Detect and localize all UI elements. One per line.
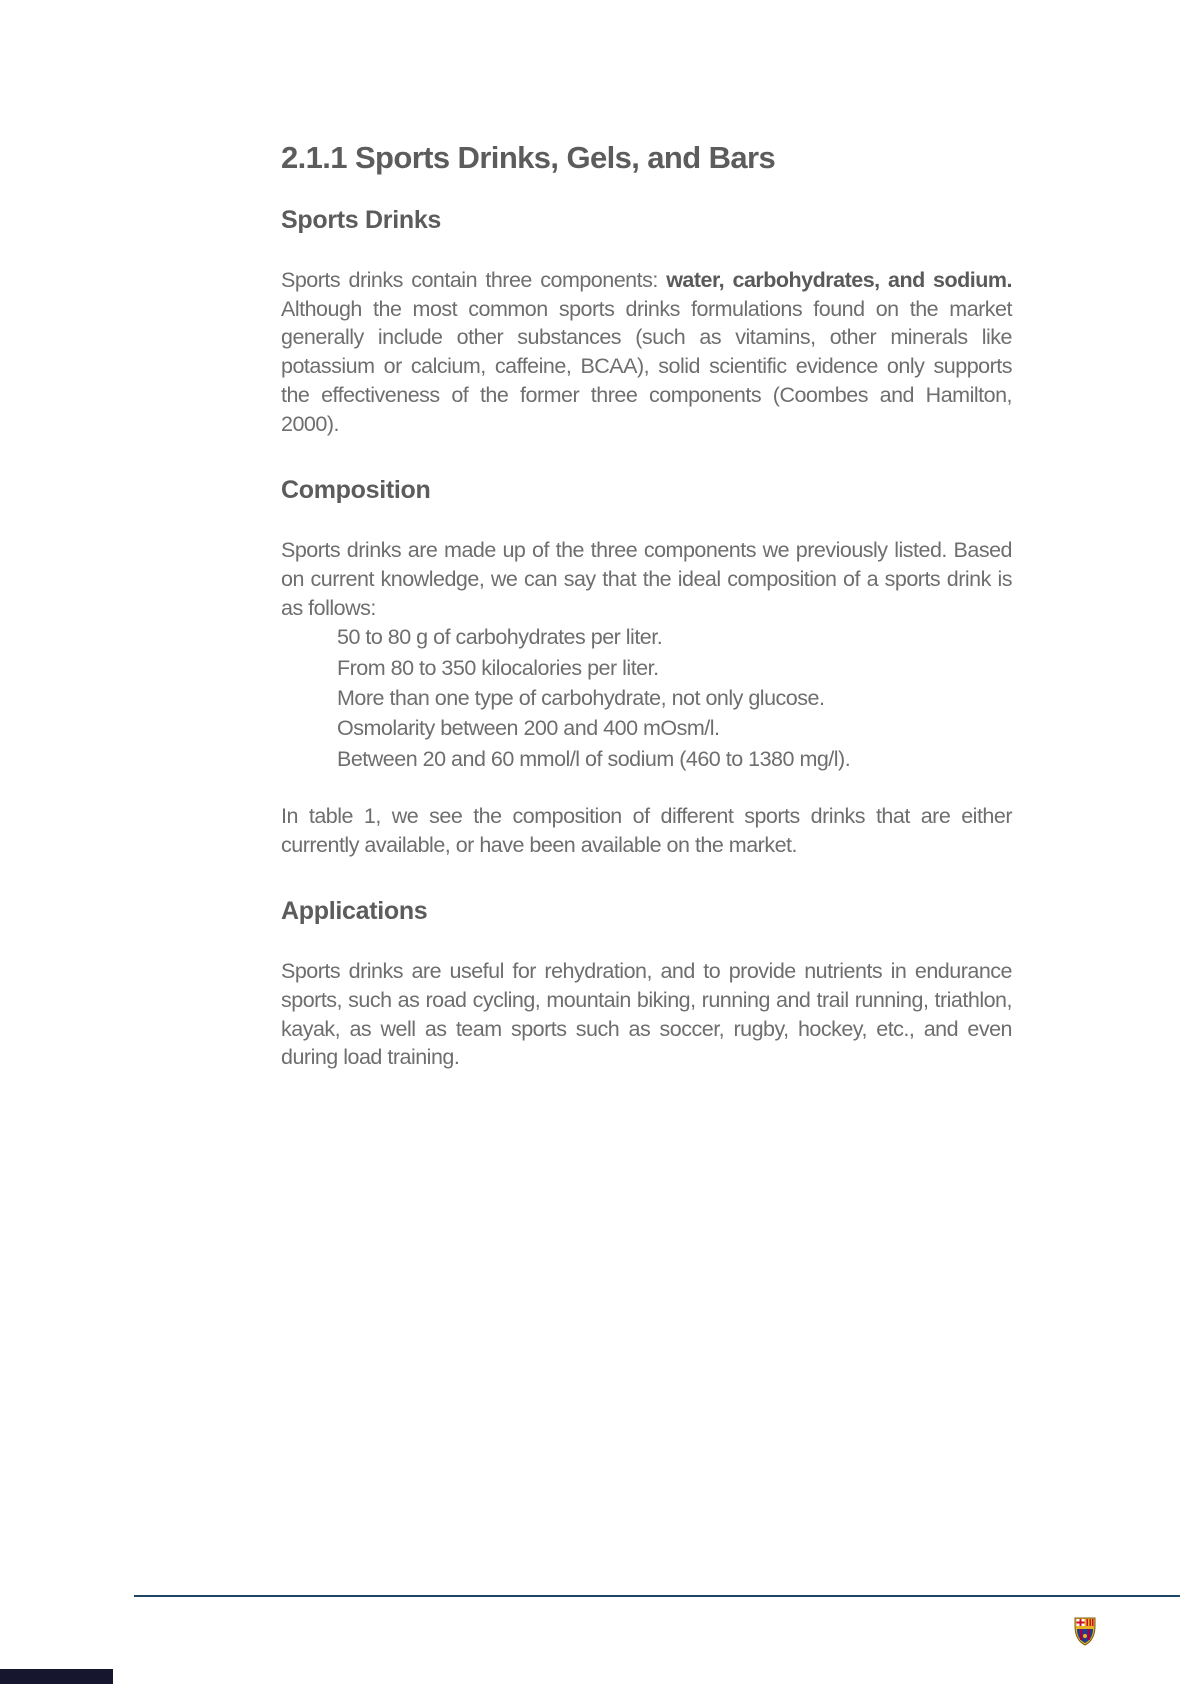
footer-divider bbox=[134, 1595, 1180, 1597]
section-title: 2.1.1 Sports Drinks, Gels, and Bars bbox=[281, 140, 776, 175]
paragraph-rest: Although the most common sports drinks formulations found on the market generally include other substances (such as vitamins, other minerals like potassium or calcium, caffeine, BCAA), solid scientific evidence only supports the effectiveness of the former three components (Coombes and Hamilton, 2000). bbox=[281, 296, 1012, 436]
paragraph-table-note: In table 1, we see the composition of different sports drinks that are either currently available, or have been available on the market. bbox=[281, 803, 1012, 857]
paragraph-applications: Sports drinks are useful for rehydration, and to provide nutrients in endurance sports, such as road cycling, mountain biking, running and trail running, triathlon, kayak, as well as team sports such as soccer, rugby, hockey, etc., and even during load training. bbox=[281, 959, 1012, 1070]
list-item: More than one type of carbohydrate, not only glucose. bbox=[337, 685, 825, 710]
page-content bbox=[281, 138, 1012, 1072]
list-item: Osmolarity between 200 and 400 mOsm/l. bbox=[337, 716, 720, 741]
list-item: From 80 to 350 kilocalories per liter. bbox=[337, 655, 659, 680]
heading-sports-drinks: Sports Drinks bbox=[281, 206, 442, 234]
corner-bar bbox=[0, 1669, 113, 1684]
heading-composition: Composition bbox=[281, 476, 431, 505]
paragraph-composition-intro: Sports drinks are made up of the three components we previously listed. Based on current knowledge, we can say that the ideal composition of a sports drink is as follows: bbox=[281, 538, 1012, 620]
composition-list bbox=[281, 622, 1012, 773]
paragraph-sports-drinks bbox=[281, 266, 1012, 438]
club-crest-icon bbox=[1072, 1614, 1098, 1646]
list-item: 50 to 80 g of carbohydrates per liter. bbox=[337, 625, 663, 650]
list-item: Between 20 and 60 mmol/l of sodium (460 to 1380 mg/l). bbox=[337, 746, 851, 771]
paragraph-lead: Sports drinks contain three components: bbox=[281, 268, 667, 292]
heading-applications: Applications bbox=[281, 897, 428, 926]
paragraph-bold-components: water, carbohydrates, and sodium. bbox=[666, 268, 1012, 292]
